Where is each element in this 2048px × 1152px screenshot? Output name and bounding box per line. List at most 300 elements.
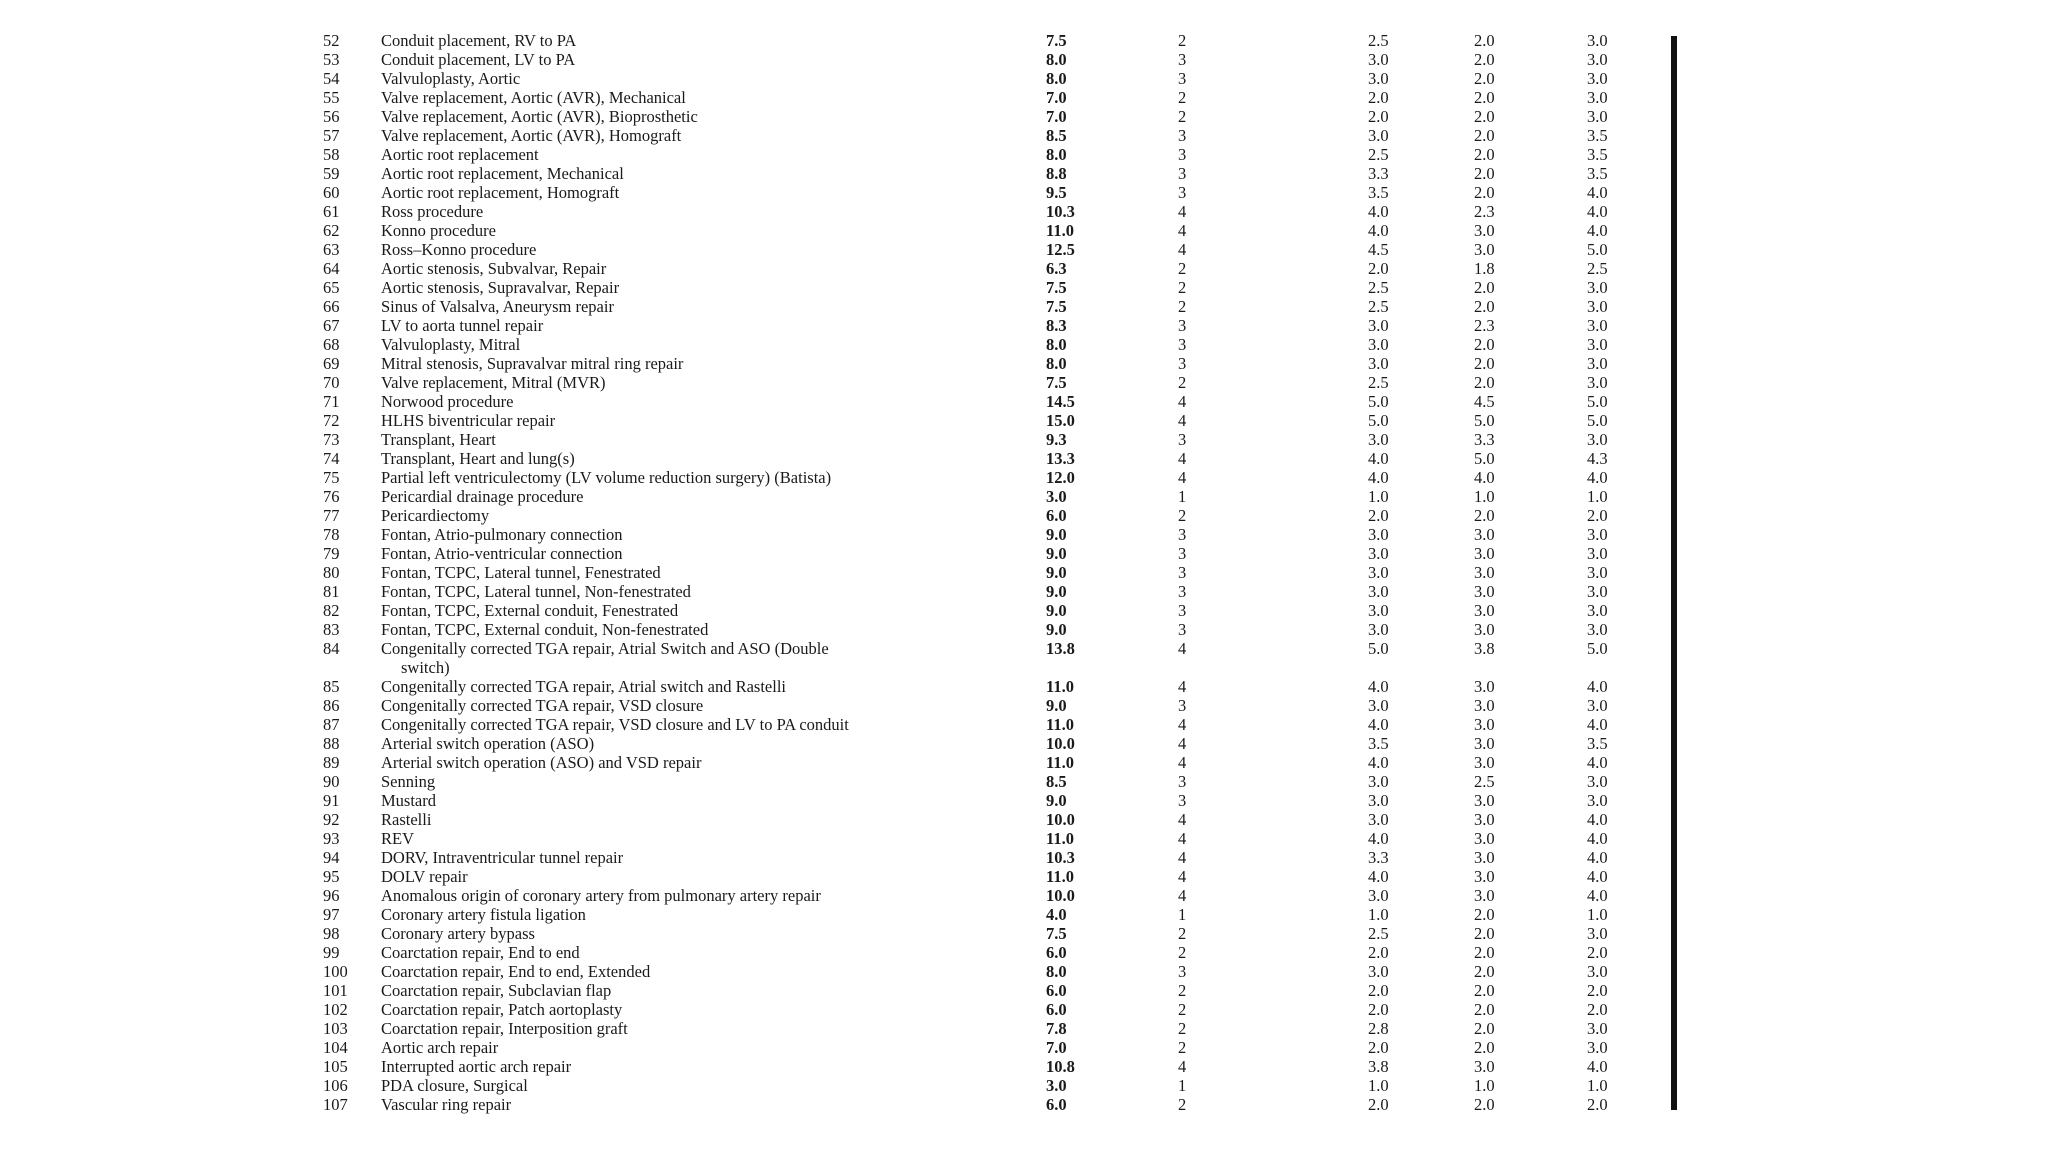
difficulty-factor: 2.5	[1587, 259, 1608, 278]
complexity-category: 4	[1178, 411, 1187, 430]
difficulty-factor: 3.0	[1587, 525, 1608, 544]
complexity-score: 9.3	[1046, 430, 1067, 449]
mortality-factor: 4.0	[1368, 202, 1389, 221]
complexity-score: 10.3	[1046, 848, 1075, 867]
complexity-category: 4	[1178, 221, 1187, 240]
mortality-factor: 3.5	[1368, 183, 1389, 202]
difficulty-factor: 3.0	[1587, 772, 1608, 791]
procedure-name: Valve replacement, Aortic (AVR), Mechanical	[381, 88, 686, 107]
row-number: 81	[323, 582, 340, 601]
table-row	[0, 772, 2048, 791]
table-row	[0, 962, 2048, 981]
complexity-score: 7.0	[1046, 1038, 1067, 1057]
complexity-category: 2	[1178, 506, 1187, 525]
complexity-category: 2	[1178, 31, 1187, 50]
procedure-name: Valvuloplasty, Aortic	[381, 69, 521, 88]
complexity-category: 4	[1178, 867, 1187, 886]
morbidity-factor: 2.5	[1474, 772, 1495, 791]
table-row	[0, 1019, 2048, 1038]
complexity-category: 4	[1178, 468, 1187, 487]
complexity-score: 3.0	[1046, 1076, 1067, 1095]
complexity-category: 4	[1178, 240, 1187, 259]
procedure-name: Valvuloplasty, Mitral	[381, 335, 521, 354]
mortality-factor: 3.0	[1368, 886, 1389, 905]
complexity-score: 7.0	[1046, 88, 1067, 107]
row-number: 70	[323, 373, 340, 392]
table-row	[0, 981, 2048, 1000]
mortality-factor: 3.5	[1368, 734, 1389, 753]
complexity-category: 3	[1178, 791, 1187, 810]
procedure-name: Coarctation repair, End to end	[381, 943, 580, 962]
row-number: 69	[323, 354, 340, 373]
difficulty-factor: 4.0	[1587, 1057, 1608, 1076]
morbidity-factor: 2.0	[1474, 88, 1495, 107]
difficulty-factor: 3.0	[1587, 791, 1608, 810]
complexity-category: 3	[1178, 183, 1187, 202]
procedure-name: REV	[381, 829, 414, 848]
table-row	[0, 316, 2048, 335]
difficulty-factor: 3.0	[1587, 582, 1608, 601]
table-row	[0, 1000, 2048, 1019]
complexity-category: 4	[1178, 810, 1187, 829]
complexity-category: 3	[1178, 69, 1187, 88]
procedure-name: Sinus of Valsalva, Aneurysm repair	[381, 297, 614, 316]
complexity-category: 4	[1178, 639, 1187, 658]
table-row	[0, 924, 2048, 943]
procedure-name: Fontan, TCPC, External conduit, Fenestrated	[381, 601, 679, 620]
row-number: 59	[323, 164, 340, 183]
difficulty-factor: 3.0	[1587, 107, 1608, 126]
row-number: 52	[323, 31, 340, 50]
procedure-name: Mustard	[381, 791, 436, 810]
difficulty-factor: 3.0	[1587, 620, 1608, 639]
complexity-score: 8.5	[1046, 772, 1067, 791]
complexity-score: 9.0	[1046, 582, 1067, 601]
procedure-name: Norwood procedure	[381, 392, 514, 411]
difficulty-factor: 3.0	[1587, 88, 1608, 107]
table-row	[0, 753, 2048, 772]
complexity-category: 4	[1178, 829, 1187, 848]
mortality-factor: 4.0	[1368, 468, 1389, 487]
morbidity-factor: 2.0	[1474, 962, 1495, 981]
row-number: 88	[323, 734, 340, 753]
difficulty-factor: 1.0	[1587, 1076, 1608, 1095]
complexity-category: 2	[1178, 981, 1187, 1000]
complexity-score: 14.5	[1046, 392, 1075, 411]
difficulty-factor: 5.0	[1587, 392, 1608, 411]
mortality-factor: 3.0	[1368, 525, 1389, 544]
mortality-factor: 3.0	[1368, 810, 1389, 829]
morbidity-factor: 3.0	[1474, 886, 1495, 905]
table-row	[0, 867, 2048, 886]
procedure-name: Conduit placement, LV to PA	[381, 50, 576, 69]
mortality-factor: 5.0	[1368, 639, 1389, 658]
complexity-category: 3	[1178, 696, 1187, 715]
table-row	[0, 677, 2048, 696]
row-number: 71	[323, 392, 340, 411]
morbidity-factor: 2.0	[1474, 107, 1495, 126]
mortality-factor: 3.3	[1368, 164, 1389, 183]
complexity-category: 3	[1178, 335, 1187, 354]
difficulty-factor: 3.0	[1587, 373, 1608, 392]
complexity-category: 2	[1178, 297, 1187, 316]
table-row	[0, 734, 2048, 753]
complexity-score: 9.0	[1046, 544, 1067, 563]
difficulty-factor: 4.0	[1587, 810, 1608, 829]
complexity-score: 9.0	[1046, 696, 1067, 715]
complexity-category: 2	[1178, 278, 1187, 297]
difficulty-factor: 4.0	[1587, 867, 1608, 886]
row-number: 83	[323, 620, 340, 639]
mortality-factor: 4.0	[1368, 829, 1389, 848]
mortality-factor: 3.0	[1368, 544, 1389, 563]
complexity-category: 4	[1178, 886, 1187, 905]
morbidity-factor: 2.0	[1474, 905, 1495, 924]
complexity-category: 4	[1178, 734, 1187, 753]
row-number: 82	[323, 601, 340, 620]
row-number: 103	[323, 1019, 348, 1038]
row-number: 99	[323, 943, 340, 962]
table-row	[0, 563, 2048, 582]
table-row	[0, 145, 2048, 164]
complexity-category: 3	[1178, 525, 1187, 544]
row-number: 62	[323, 221, 340, 240]
procedure-name: Konno procedure	[381, 221, 497, 240]
mortality-factor: 4.5	[1368, 240, 1389, 259]
mortality-factor: 2.0	[1368, 1000, 1389, 1019]
procedure-name: Arterial switch operation (ASO)	[381, 734, 595, 753]
row-number: 104	[323, 1038, 348, 1057]
row-number: 77	[323, 506, 340, 525]
morbidity-factor: 3.0	[1474, 677, 1495, 696]
difficulty-factor: 3.0	[1587, 69, 1608, 88]
vertical-rule	[1671, 36, 1677, 1110]
row-number: 74	[323, 449, 340, 468]
complexity-category: 3	[1178, 582, 1187, 601]
table-row	[0, 297, 2048, 316]
mortality-factor: 2.0	[1368, 1095, 1389, 1114]
difficulty-factor: 3.0	[1587, 297, 1608, 316]
complexity-score: 8.0	[1046, 145, 1067, 164]
procedure-name: Coarctation repair, Patch aortoplasty	[381, 1000, 623, 1019]
complexity-category: 3	[1178, 430, 1187, 449]
table-row	[0, 848, 2048, 867]
complexity-score: 7.5	[1046, 297, 1067, 316]
morbidity-factor: 3.0	[1474, 810, 1495, 829]
morbidity-factor: 2.0	[1474, 278, 1495, 297]
row-number: 73	[323, 430, 340, 449]
morbidity-factor: 3.0	[1474, 525, 1495, 544]
morbidity-factor: 2.0	[1474, 506, 1495, 525]
row-number: 92	[323, 810, 340, 829]
procedure-name: Rastelli	[381, 810, 432, 829]
row-number: 66	[323, 297, 340, 316]
mortality-factor: 2.0	[1368, 88, 1389, 107]
table-row	[0, 69, 2048, 88]
difficulty-factor: 3.0	[1587, 563, 1608, 582]
morbidity-factor: 2.3	[1474, 202, 1495, 221]
table-row	[0, 278, 2048, 297]
morbidity-factor: 3.0	[1474, 696, 1495, 715]
procedure-name: Aortic root replacement, Homograft	[381, 183, 620, 202]
difficulty-factor: 3.0	[1587, 924, 1608, 943]
complexity-score: 13.3	[1046, 449, 1075, 468]
mortality-factor: 2.5	[1368, 278, 1389, 297]
mortality-factor: 3.0	[1368, 962, 1389, 981]
morbidity-factor: 1.0	[1474, 1076, 1495, 1095]
row-number: 93	[323, 829, 340, 848]
row-number: 58	[323, 145, 340, 164]
procedure-name: Conduit placement, RV to PA	[381, 31, 577, 50]
complexity-category: 4	[1178, 753, 1187, 772]
row-number: 53	[323, 50, 340, 69]
morbidity-factor: 2.0	[1474, 943, 1495, 962]
morbidity-factor: 3.0	[1474, 867, 1495, 886]
procedure-name: DOLV repair	[381, 867, 468, 886]
procedure-name: DORV, Intraventricular tunnel repair	[381, 848, 624, 867]
mortality-factor: 2.0	[1368, 1038, 1389, 1057]
morbidity-factor: 3.0	[1474, 848, 1495, 867]
row-number: 96	[323, 886, 340, 905]
complexity-category: 3	[1178, 563, 1187, 582]
complexity-category: 2	[1178, 943, 1187, 962]
table-row	[0, 392, 2048, 411]
complexity-score: 9.0	[1046, 791, 1067, 810]
morbidity-factor: 3.0	[1474, 620, 1495, 639]
complexity-score: 10.3	[1046, 202, 1075, 221]
morbidity-factor: 2.0	[1474, 69, 1495, 88]
complexity-score: 8.0	[1046, 335, 1067, 354]
complexity-category: 3	[1178, 601, 1187, 620]
row-number: 106	[323, 1076, 348, 1095]
complexity-category: 3	[1178, 126, 1187, 145]
difficulty-factor: 3.0	[1587, 696, 1608, 715]
difficulty-factor: 3.0	[1587, 354, 1608, 373]
table-row	[0, 1095, 2048, 1114]
table-row	[0, 905, 2048, 924]
complexity-category: 2	[1178, 1095, 1187, 1114]
table-row	[0, 620, 2048, 639]
row-number: 101	[323, 981, 348, 1000]
table-row	[0, 715, 2048, 734]
procedure-name: Valve replacement, Mitral (MVR)	[381, 373, 606, 392]
difficulty-factor: 5.0	[1587, 411, 1608, 430]
row-number: 56	[323, 107, 340, 126]
complexity-category: 3	[1178, 620, 1187, 639]
row-number: 94	[323, 848, 340, 867]
row-number: 95	[323, 867, 340, 886]
complexity-category: 4	[1178, 848, 1187, 867]
morbidity-factor: 3.0	[1474, 563, 1495, 582]
mortality-factor: 2.0	[1368, 943, 1389, 962]
table-row	[0, 829, 2048, 848]
mortality-factor: 2.5	[1368, 145, 1389, 164]
mortality-factor: 3.0	[1368, 430, 1389, 449]
row-number: 98	[323, 924, 340, 943]
complexity-category: 2	[1178, 373, 1187, 392]
row-number: 89	[323, 753, 340, 772]
complexity-category: 4	[1178, 392, 1187, 411]
procedure-name: Aortic stenosis, Subvalvar, Repair	[381, 259, 607, 278]
complexity-category: 3	[1178, 145, 1187, 164]
morbidity-factor: 2.0	[1474, 1000, 1495, 1019]
procedure-name: Transplant, Heart and lung(s)	[381, 449, 575, 468]
complexity-score: 11.0	[1046, 677, 1074, 696]
difficulty-factor: 4.0	[1587, 715, 1608, 734]
complexity-category: 3	[1178, 164, 1187, 183]
row-number: 63	[323, 240, 340, 259]
procedure-name: Fontan, Atrio-ventricular connection	[381, 544, 623, 563]
complexity-score: 10.0	[1046, 734, 1075, 753]
complexity-score: 7.0	[1046, 107, 1067, 126]
procedure-name: Aortic root replacement	[381, 145, 539, 164]
mortality-factor: 2.0	[1368, 107, 1389, 126]
row-number: 97	[323, 905, 340, 924]
mortality-factor: 3.0	[1368, 316, 1389, 335]
morbidity-factor: 3.8	[1474, 639, 1495, 658]
complexity-score: 15.0	[1046, 411, 1075, 430]
procedure-name: Congenitally corrected TGA repair, Atrial Switch and ASO (Double	[381, 639, 829, 658]
complexity-category: 1	[1178, 487, 1187, 506]
mortality-factor: 5.0	[1368, 411, 1389, 430]
complexity-category: 2	[1178, 924, 1187, 943]
difficulty-factor: 5.0	[1587, 240, 1608, 259]
complexity-score: 13.8	[1046, 639, 1075, 658]
complexity-score: 11.0	[1046, 867, 1074, 886]
complexity-score: 7.5	[1046, 373, 1067, 392]
mortality-factor: 3.0	[1368, 601, 1389, 620]
complexity-score: 10.0	[1046, 886, 1075, 905]
mortality-factor: 2.8	[1368, 1019, 1389, 1038]
complexity-category: 4	[1178, 677, 1187, 696]
row-number: 57	[323, 126, 340, 145]
morbidity-factor: 3.0	[1474, 582, 1495, 601]
row-number: 60	[323, 183, 340, 202]
morbidity-factor: 2.0	[1474, 1019, 1495, 1038]
complexity-score: 9.5	[1046, 183, 1067, 202]
difficulty-factor: 4.0	[1587, 886, 1608, 905]
difficulty-factor: 3.5	[1587, 145, 1608, 164]
table-row	[0, 1038, 2048, 1057]
complexity-score: 8.0	[1046, 50, 1067, 69]
difficulty-factor: 4.0	[1587, 677, 1608, 696]
table-row	[0, 354, 2048, 373]
table-row	[0, 31, 2048, 50]
row-number: 64	[323, 259, 340, 278]
mortality-factor: 2.5	[1368, 373, 1389, 392]
difficulty-factor: 3.0	[1587, 1038, 1608, 1057]
difficulty-factor: 3.0	[1587, 335, 1608, 354]
complexity-category: 2	[1178, 259, 1187, 278]
complexity-category: 1	[1178, 1076, 1187, 1095]
table-row	[0, 373, 2048, 392]
procedure-name: Coarctation repair, Interposition graft	[381, 1019, 628, 1038]
procedure-name: Coarctation repair, Subclavian flap	[381, 981, 612, 1000]
table-row	[0, 468, 2048, 487]
complexity-category: 2	[1178, 1019, 1187, 1038]
difficulty-factor: 3.0	[1587, 316, 1608, 335]
complexity-category: 4	[1178, 202, 1187, 221]
mortality-factor: 4.0	[1368, 867, 1389, 886]
complexity-category: 2	[1178, 1038, 1187, 1057]
mortality-factor: 2.5	[1368, 924, 1389, 943]
row-number: 72	[323, 411, 340, 430]
difficulty-factor: 4.0	[1587, 848, 1608, 867]
table-row	[0, 943, 2048, 962]
complexity-category: 4	[1178, 449, 1187, 468]
difficulty-factor: 1.0	[1587, 487, 1608, 506]
morbidity-factor: 3.3	[1474, 430, 1495, 449]
row-number: 76	[323, 487, 340, 506]
table-row	[0, 601, 2048, 620]
difficulty-factor: 4.0	[1587, 183, 1608, 202]
mortality-factor: 4.0	[1368, 449, 1389, 468]
procedure-name: Coarctation repair, End to end, Extended	[381, 962, 651, 981]
table-row	[0, 50, 2048, 69]
complexity-score: 10.8	[1046, 1057, 1075, 1076]
complexity-score: 6.3	[1046, 259, 1067, 278]
difficulty-factor: 3.0	[1587, 50, 1608, 69]
table-row	[0, 525, 2048, 544]
difficulty-factor: 4.0	[1587, 829, 1608, 848]
difficulty-factor: 3.5	[1587, 126, 1608, 145]
table-row	[0, 639, 2048, 677]
complexity-score: 6.0	[1046, 1095, 1067, 1114]
morbidity-factor: 3.0	[1474, 544, 1495, 563]
table-row	[0, 449, 2048, 468]
mortality-factor: 2.5	[1368, 297, 1389, 316]
difficulty-factor: 4.0	[1587, 202, 1608, 221]
mortality-factor: 2.0	[1368, 981, 1389, 1000]
complexity-score: 8.0	[1046, 354, 1067, 373]
procedure-name: Coronary artery bypass	[381, 924, 535, 943]
complexity-score: 7.5	[1046, 924, 1067, 943]
table-row	[0, 1076, 2048, 1095]
procedure-name: Fontan, TCPC, External conduit, Non-fenestrated	[381, 620, 709, 639]
complexity-score: 9.0	[1046, 563, 1067, 582]
complexity-category: 1	[1178, 905, 1187, 924]
difficulty-factor: 3.5	[1587, 164, 1608, 183]
mortality-factor: 2.5	[1368, 31, 1389, 50]
difficulty-factor: 2.0	[1587, 943, 1608, 962]
row-number: 102	[323, 1000, 348, 1019]
mortality-factor: 3.3	[1368, 848, 1389, 867]
complexity-score: 8.8	[1046, 164, 1067, 183]
morbidity-factor: 4.5	[1474, 392, 1495, 411]
morbidity-factor: 2.0	[1474, 145, 1495, 164]
complexity-score: 9.0	[1046, 620, 1067, 639]
table-row	[0, 107, 2048, 126]
complexity-score: 9.0	[1046, 525, 1067, 544]
difficulty-factor: 3.0	[1587, 544, 1608, 563]
procedure-name: Aortic stenosis, Supravalvar, Repair	[381, 278, 620, 297]
complexity-score: 6.0	[1046, 981, 1067, 1000]
procedure-name: Partial left ventriculectomy (LV volume reduction surgery) (Batista)	[381, 468, 832, 487]
complexity-category: 3	[1178, 50, 1187, 69]
difficulty-factor: 4.3	[1587, 449, 1608, 468]
mortality-factor: 4.0	[1368, 677, 1389, 696]
mortality-factor: 3.0	[1368, 772, 1389, 791]
mortality-factor: 3.0	[1368, 335, 1389, 354]
difficulty-factor: 3.0	[1587, 1019, 1608, 1038]
morbidity-factor: 2.3	[1474, 316, 1495, 335]
morbidity-factor: 3.0	[1474, 1057, 1495, 1076]
table-row	[0, 164, 2048, 183]
row-number: 65	[323, 278, 340, 297]
procedure-name: Pericardiectomy	[381, 506, 490, 525]
table-row	[0, 791, 2048, 810]
morbidity-factor: 5.0	[1474, 411, 1495, 430]
